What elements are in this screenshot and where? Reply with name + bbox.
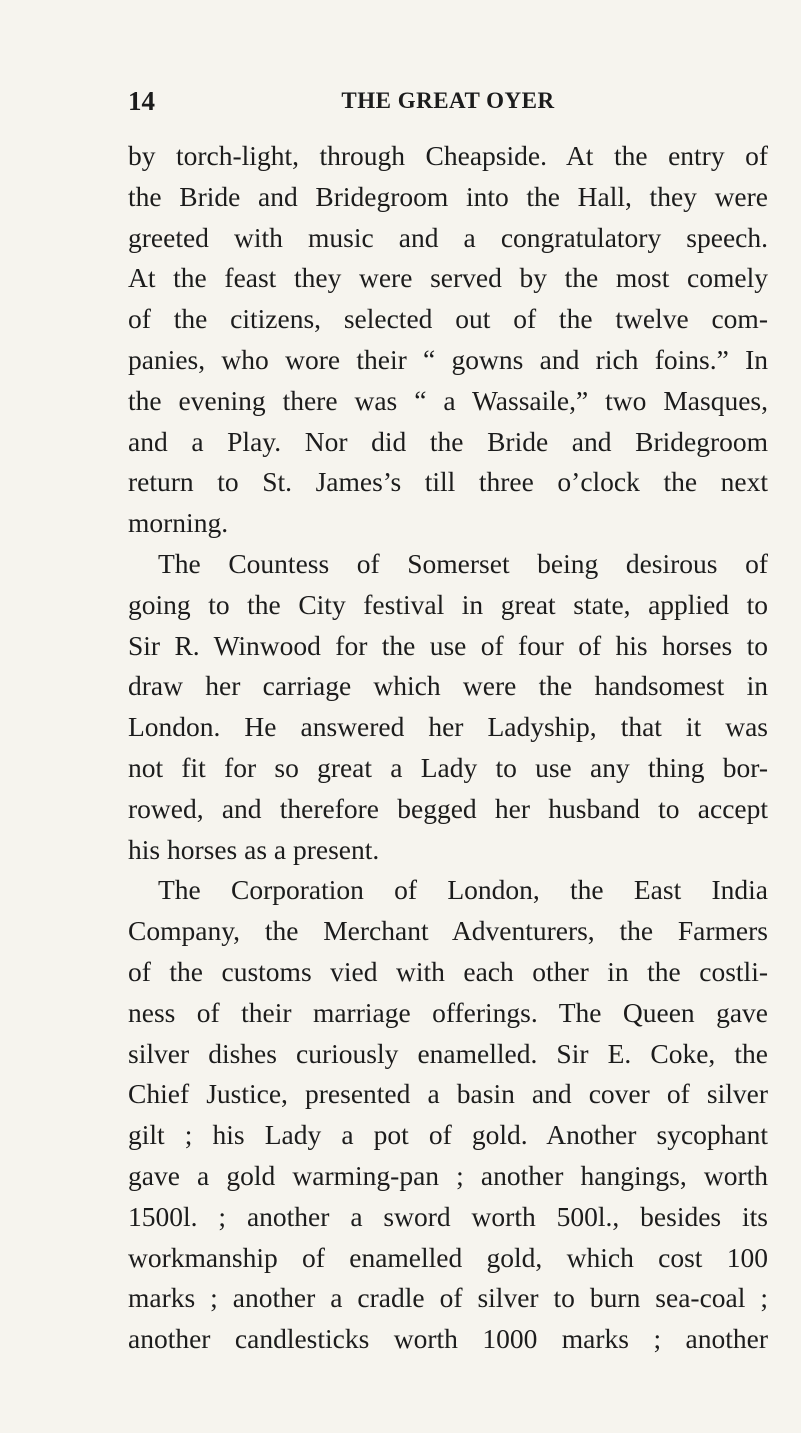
text-line: return to St. James’s till three o’clock the next: [128, 466, 768, 498]
paragraph-start-line: The Corporation of London, the East India: [158, 874, 768, 906]
text-line: greeted with music and a congratulatory speech.: [128, 221, 768, 253]
paragraph-start-line: The Countess of Somerset being desirous of: [158, 547, 768, 579]
text-line: 1500l. ; another a sword worth 500l., besides its: [128, 1200, 768, 1232]
text-line: of the customs vied with each other in the costli-: [128, 955, 768, 987]
text-line: workmanship of enamelled gold, which cost 100: [128, 1241, 768, 1273]
text-line: rowed, and therefore begged her husband to accept: [128, 792, 768, 824]
text-line: At the feast they were served by the most comely: [128, 262, 768, 294]
text-line: not fit for so great a Lady to use any thing bor-: [128, 751, 768, 783]
running-head: THE GREAT OYER: [341, 88, 555, 113]
text-line: silver dishes curiously enamelled. Sir E. Coke, the: [128, 1037, 768, 1069]
paragraph-end-line: morning.: [128, 507, 229, 539]
text-line: gave a gold warming-pan ; another hangings, worth: [128, 1159, 768, 1191]
page-header: [128, 84, 768, 118]
paragraph-end-line: his horses as a present.: [128, 833, 380, 865]
text-line: draw her carriage which were the handsomest in: [128, 670, 768, 702]
text-line: the evening there was “ a Wassaile,” two Masques,: [128, 384, 768, 416]
text-line: ness of their marriage offerings. The Queen gave: [128, 996, 768, 1028]
text-line: marks ; another a cradle of silver to burn sea-coal ;: [128, 1282, 768, 1314]
text-line: another candlesticks worth 1000 marks ; another: [128, 1323, 768, 1355]
text-line: Chief Justice, presented a basin and cover of silver: [128, 1078, 768, 1110]
body-text: [128, 136, 768, 1360]
page-number: 14: [128, 86, 155, 116]
text-line: by torch-light, through Cheapside. At the entry of: [128, 140, 768, 171]
text-line: gilt ; his Lady a pot of gold. Another sycophant: [128, 1119, 768, 1151]
text-line: Company, the Merchant Adventurers, the Farmers: [128, 915, 768, 947]
text-line: Sir R. Winwood for the use of four of his horses to: [128, 629, 768, 661]
text-line: London. He answered her Ladyship, that it was: [128, 711, 768, 743]
text-line: the Bride and Bridegroom into the Hall, they were: [128, 180, 768, 212]
text-line: and a Play. Nor did the Bride and Bridegroom: [128, 425, 768, 457]
text-line: going to the City festival in great state, applied to: [128, 588, 768, 620]
text-line: of the citizens, selected out of the twelve com-: [128, 303, 768, 335]
text-line: panies, who wore their “ gowns and rich foins.” In: [128, 343, 768, 375]
